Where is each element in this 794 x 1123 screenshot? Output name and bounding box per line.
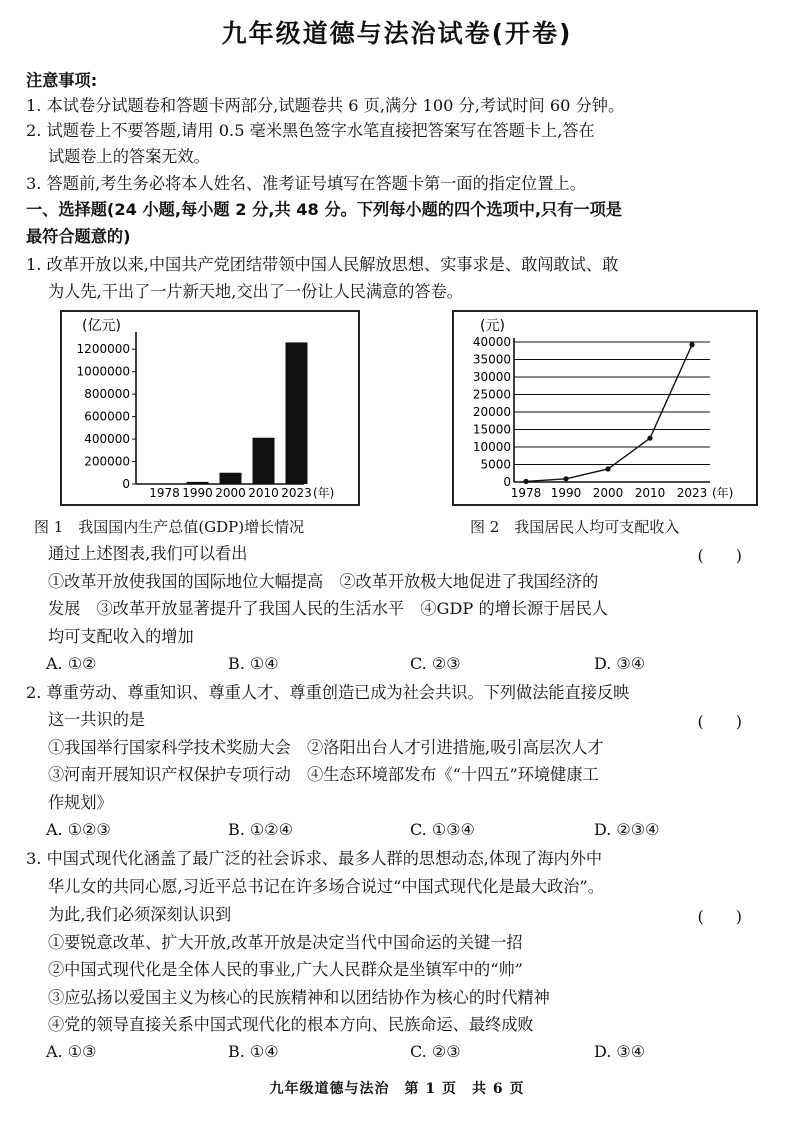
gdp-bar-chart [62,312,358,504]
q1-option-c[interactable]: C. ②③ [410,654,461,673]
q3-option-b[interactable]: B. ①④ [228,1042,279,1061]
q2-option-d[interactable]: D. ②③④ [594,820,660,839]
q1-option-d[interactable]: D. ③④ [594,654,646,673]
y-tick-label: 1000000 [76,364,130,379]
notice-item-2-line-2: 试题卷上的答案无效。 [48,147,210,166]
y-tick-label: 15000 [472,422,511,437]
y-axis-unit-label: (亿元) [82,318,121,334]
q3-statement-4: ④党的领导直接关系中国式现代化的根本方向、民族命运、最终成败 [48,1015,534,1034]
q3-option-c[interactable]: C. ②③ [410,1042,461,1061]
q1-prompt: 通过上述图表,我们可以看出 [48,544,248,563]
q3-statement-3: ③应弘扬以爱国主义为核心的民族精神和以团结协作为核心的时代精神 [48,988,550,1007]
q1-stem-line-1: 1. 改革开放以来,中国共产党团结带领中国人民解放思想、实事求是、敢闯敢试、敢 [26,255,619,274]
income-chart-frame [452,310,758,506]
y-tick-label: 35000 [472,352,511,367]
q3-option-a[interactable]: A. ①③ [46,1042,97,1061]
income-series-line [526,345,692,482]
q3-stem-line-2: 华儿女的共同心愿,习近平总书记在许多场合说过“中国式现代化是最大政治”。 [48,877,604,896]
gdp-bar [286,342,308,484]
q2-option-a[interactable]: A. ①②③ [46,820,111,839]
income-line-chart [454,312,756,504]
gdp-chart-frame [60,310,360,506]
q3-stem-line-3: 为此,我们必须深刻认识到 [48,905,232,924]
section-heading-line-1: 一、选择题(24 小题,每小题 2 分,共 48 分。下列每小题的四个选项中,只有一项是 [26,200,622,219]
y-tick-label: 800000 [84,387,130,402]
q2-option-c[interactable]: C. ①③④ [410,820,475,839]
y-axis-unit-label: (元) [480,318,505,334]
y-tick-label: 200000 [84,454,130,469]
gdp-bar [253,438,275,484]
q2-statements-line-3: 作规划》 [48,793,113,812]
q1-answer-paren: ( ) [697,546,742,565]
x-tick-label: 1978 [510,486,542,500]
gdp-bar [187,482,209,484]
x-tick-label: 2000 [215,486,246,500]
q1-option-a[interactable]: A. ①② [46,654,97,673]
x-axis-unit-label: (年) [313,486,335,500]
x-tick-label: 2023 [281,486,312,500]
q1-option-b[interactable]: B. ①④ [228,654,279,673]
gdp-bar [220,473,242,484]
page-title: 九年级道德与法治试卷(开卷) [221,19,573,48]
y-tick-label: 0 [122,477,130,491]
y-tick-label: 600000 [84,409,130,424]
q2-options [46,820,746,842]
y-tick-label: 10000 [472,440,511,454]
income-data-point [523,479,528,484]
notice-heading: 注意事项: [26,71,98,90]
x-tick-label: 2010 [634,486,666,500]
q3-option-d[interactable]: D. ③④ [594,1042,646,1061]
y-tick-label: 25000 [472,387,511,402]
q3-answer-paren: ( ) [697,907,742,926]
q2-option-b[interactable]: B. ①②④ [228,820,293,839]
q3-statement-2: ②中国式现代化是全体人民的事业,广大人民群众是坐镇军中的“帅” [48,960,523,979]
page-footer: 九年级道德与法治 第 1 页 共 6 页 [269,1081,525,1097]
x-tick-label: 2010 [248,486,279,500]
x-tick-label: 2000 [592,486,624,500]
figure-2-caption: 图 2 我国居民人均可支配收入 [470,518,680,536]
y-tick-label: 400000 [84,432,130,447]
q3-options [46,1042,746,1064]
q2-statements-line-1: ①我国举行国家科学技术奖励大会 ②洛阳出台人才引进措施,吸引高层次人才 [48,738,604,757]
x-tick-label: 1978 [149,486,180,500]
q2-stem-line-2: 这一共识的是 [48,710,146,729]
q1-statements-line-2: 发展 ③改革开放显著提升了我国人民的生活水平 ④GDP 的增长源于居民人 [48,599,608,618]
x-axis-unit-label: (年) [712,486,734,500]
x-tick-label: 1990 [550,486,582,500]
notice-item-1: 1. 本试卷分试题卷和答题卡两部分,试题卷共 6 页,满分 100 分,考试时间 60 分钟。 [26,96,625,115]
section-heading-line-2: 最符合题意的) [26,227,131,246]
q3-statement-1: ①要锐意改革、扩大开放,改革开放是决定当代中国命运的关键一招 [48,933,523,952]
y-tick-label: 30000 [472,370,511,384]
y-tick-label: 20000 [472,405,511,419]
x-tick-label: 2023 [676,486,708,500]
y-tick-label: 5000 [480,457,511,472]
q1-statements-line-3: 均可支配收入的增加 [48,627,194,646]
y-tick-label: 0 [503,475,511,489]
notice-item-2-line-1: 2. 试题卷上不要答题,请用 0.5 毫米黑色签字水笔直接把答案写在答题卡上,答在 [26,121,595,140]
q1-stem-line-2: 为人先,干出了一片新天地,交出了一份让人民满意的答卷。 [48,282,463,301]
q2-answer-paren: ( ) [697,712,742,731]
q3-stem-line-1: 3. 中国式现代化涵盖了最广泛的社会诉求、最多人群的思想动态,体现了海内外中 [26,849,603,868]
q2-statements-line-2: ③河南开展知识产权保护专项行动 ④生态环境部发布《“十四五”环境健康工 [48,765,599,784]
notice-item-3: 3. 答题前,考生务必将本人姓名、准考证号填写在答题卡第一面的指定位置上。 [26,174,586,193]
q2-stem-line-1: 2. 尊重劳动、尊重知识、尊重人才、尊重创造已成为社会共识。下列做法能直接反映 [26,683,630,702]
q1-statements-line-1: ①改革开放使我国的国际地位大幅提高 ②改革开放极大地促进了我国经济的 [48,572,599,591]
income-data-point [647,436,652,441]
income-data-point [605,466,610,471]
y-tick-label: 1200000 [76,342,130,357]
figure-1-caption: 图 1 我国国内生产总值(GDP)增长情况 [34,518,305,536]
income-data-point [689,342,694,347]
y-tick-label: 40000 [472,335,511,349]
q1-options [46,654,746,676]
x-tick-label: 1990 [182,486,213,500]
income-data-point [563,476,568,481]
